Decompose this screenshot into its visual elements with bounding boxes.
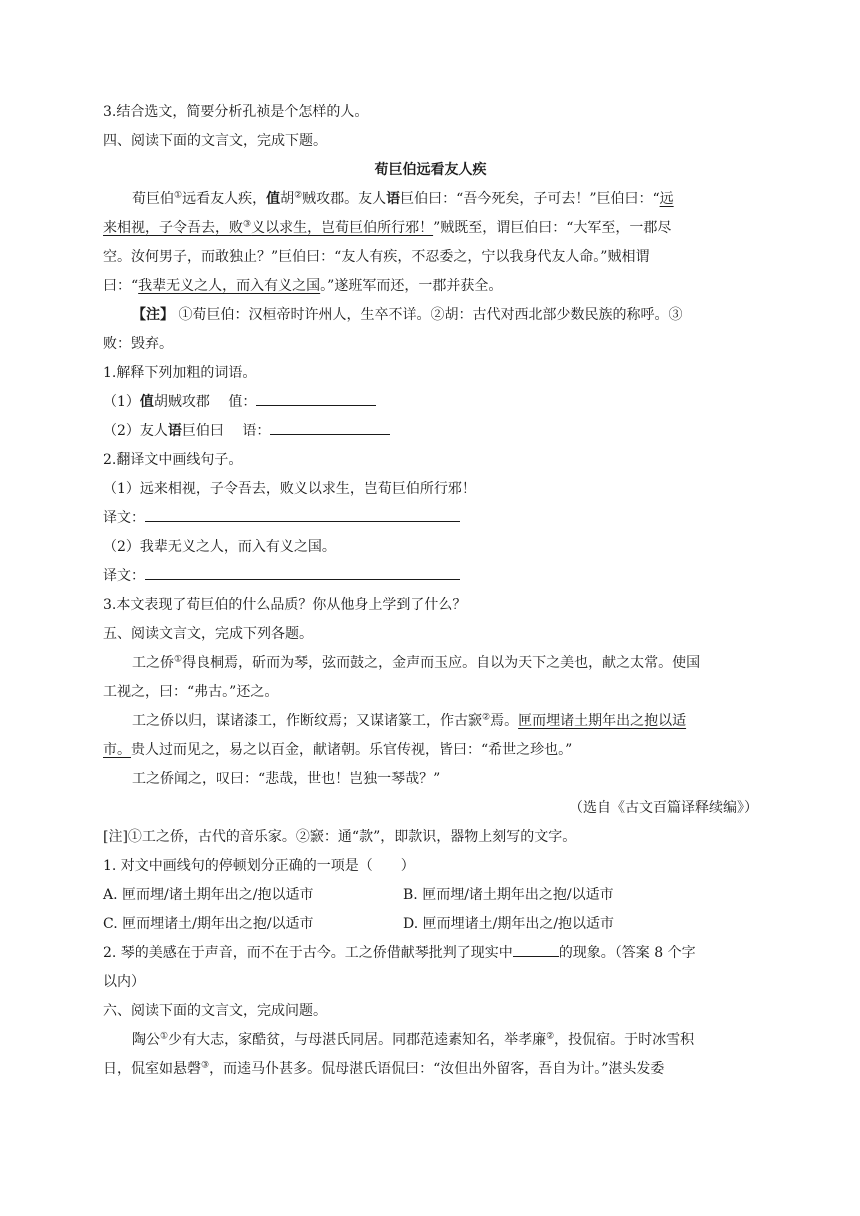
answer-blank[interactable] — [256, 391, 376, 406]
underlined-sentence: 市。 — [103, 742, 131, 758]
footnote-marker: ① — [174, 654, 183, 665]
question-text: 3.结合选文，简要分析孔祯是个怎样的人。 — [103, 104, 369, 120]
question-item: （1）远来相视，子令吾去，败义以求生，岂荀巨伯所行邪！ — [103, 481, 476, 497]
question-text: 以内） — [103, 974, 145, 990]
question-item: （2）我辈无义之人，而入有义之国。 — [103, 539, 336, 555]
passage-line: 来相视，子令吾去，败③义以求生，岂荀巨伯所行邪！”贼既至，谓巨伯曰：“大军至，一郡尽 — [103, 219, 672, 236]
passage-line: 荀巨伯①远看友人疾，值胡②贼攻郡。友人语巨伯曰：“吾今死矣，子可去！”巨伯曰：“远 — [132, 190, 674, 207]
question-text: 1.解释下列加粗的词语。 — [103, 365, 257, 381]
option-d[interactable]: D. 匣而埋诸土/期年出之/抱以适市 — [403, 916, 615, 932]
question-text: 3.本文表现了荀巨伯的什么品质？你从他身上学到了什么？ — [103, 597, 467, 613]
question-item: （1）值胡贼攻郡 值： — [103, 388, 758, 417]
answer-blank[interactable] — [145, 565, 460, 580]
footnote-marker: ② — [546, 1031, 555, 1042]
passage-line: 工视之，曰：“弗古。”还之。 — [103, 684, 279, 700]
notes: 【注】 ①荀巨伯：汉桓帝时许州人，生卒不详。②胡：古代对西北部少数民族的称呼。③ — [132, 307, 683, 323]
question-text: 2. 琴的美感在于声音，而不在于古今。工之侨借献琴批判了现实中 的现象。（答案 8 个字 — [103, 939, 758, 968]
passage-title: 荀巨伯远看友人疾 — [374, 162, 487, 178]
options-row — [103, 910, 758, 939]
footnote-marker: ① — [160, 1031, 169, 1042]
passage-line: 日，侃室如悬磬③，而逵马仆甚多。侃母湛氏语侃曰：“汝但出外留客，吾自为计。”湛头发委 — [103, 1060, 665, 1077]
answer-blank[interactable] — [270, 420, 390, 435]
footnote-marker: ② — [482, 712, 491, 723]
passage-line: 陶公①少有大志，家酷贫，与母湛氏同居。同郡范逵素知名，举孝廉②，投侃宿。于时冰雪积 — [132, 1031, 695, 1048]
passage-line: 空。汝何男子，而敢独止？”巨伯曰：“友人有疾，不忍委之，宁以我身代友人命。”贼相谓 — [103, 249, 650, 265]
note-label: 【注】 — [132, 307, 174, 323]
document-page — [103, 98, 758, 1084]
passage-line: 工之侨以归，谋诸漆工，作断纹焉；又谋诸篆工，作古窾②焉。匣而埋诸土期年出之抱以适 — [132, 712, 687, 729]
question-text: 2.翻译文中画线句子。 — [103, 452, 243, 468]
footnote-marker: ② — [294, 190, 303, 201]
bold-word: 值 — [266, 191, 281, 207]
option-b[interactable]: B. 匣而埋/诸土期年出之抱/以适市 — [403, 887, 614, 903]
answer-blank[interactable] — [145, 507, 460, 522]
option-a[interactable]: A. 匣而埋/诸土期年出之/抱以适市 — [103, 887, 314, 903]
underlined-sentence: 来相视，子令吾去，败③义以求生，岂荀巨伯所行邪！ — [103, 219, 434, 236]
passage-line: 曰：“我辈无义之人，而入有义之国。”遂班军而还，一郡并获全。 — [103, 278, 503, 294]
section-heading: 四、阅读下面的文言文，完成下题。 — [103, 133, 327, 149]
section-heading: 五、阅读文言文，完成下列各题。 — [103, 626, 313, 642]
answer-blank[interactable] — [513, 942, 559, 957]
translation-line: 译文： — [103, 504, 758, 533]
question-item: （2）友人语巨伯曰 语： — [103, 417, 758, 446]
footnote-marker: ① — [174, 190, 183, 201]
underlined-sentence: 匣而埋诸土期年出之抱以适 — [518, 713, 687, 729]
passage-line: 市。贵人过而见之，易之以百金，献诸朝。乐官传视，皆曰：“希世之珍也。” — [103, 742, 573, 758]
notes: [注]①工之侨，古代的音乐家。②窾：通“款”，即款识，器物上刻写的文字。 — [103, 829, 577, 845]
bold-word: 语 — [386, 191, 401, 207]
options-row — [103, 881, 758, 910]
passage-line: 工之侨闻之，叹曰：“悲哉，世也！岂独一琴哉？” — [132, 771, 441, 787]
question-text: 1. 对文中画线句的停顿划分正确的一项是（ ） — [103, 858, 415, 874]
underlined-sentence: 远 — [659, 191, 674, 207]
section-heading: 六、阅读下面的文言文，完成问题。 — [103, 1003, 327, 1019]
underlined-sentence: 我辈无义之人，而入有义之国 — [138, 278, 321, 294]
notes: 败：毁弃。 — [103, 336, 173, 352]
passage-line: 工之侨①得良桐焉，斫而为琴，弦而鼓之，金声而玉应。自以为天下之美也，献之太常。使国 — [132, 654, 701, 671]
option-c[interactable]: C. 匣而埋诸土/期年出之抱/以适市 — [103, 916, 314, 932]
translation-line: 译文： — [103, 562, 758, 591]
source-citation: （选自《古文百篇译释续编》） — [569, 800, 758, 816]
footnote-marker: ③ — [201, 1060, 210, 1071]
